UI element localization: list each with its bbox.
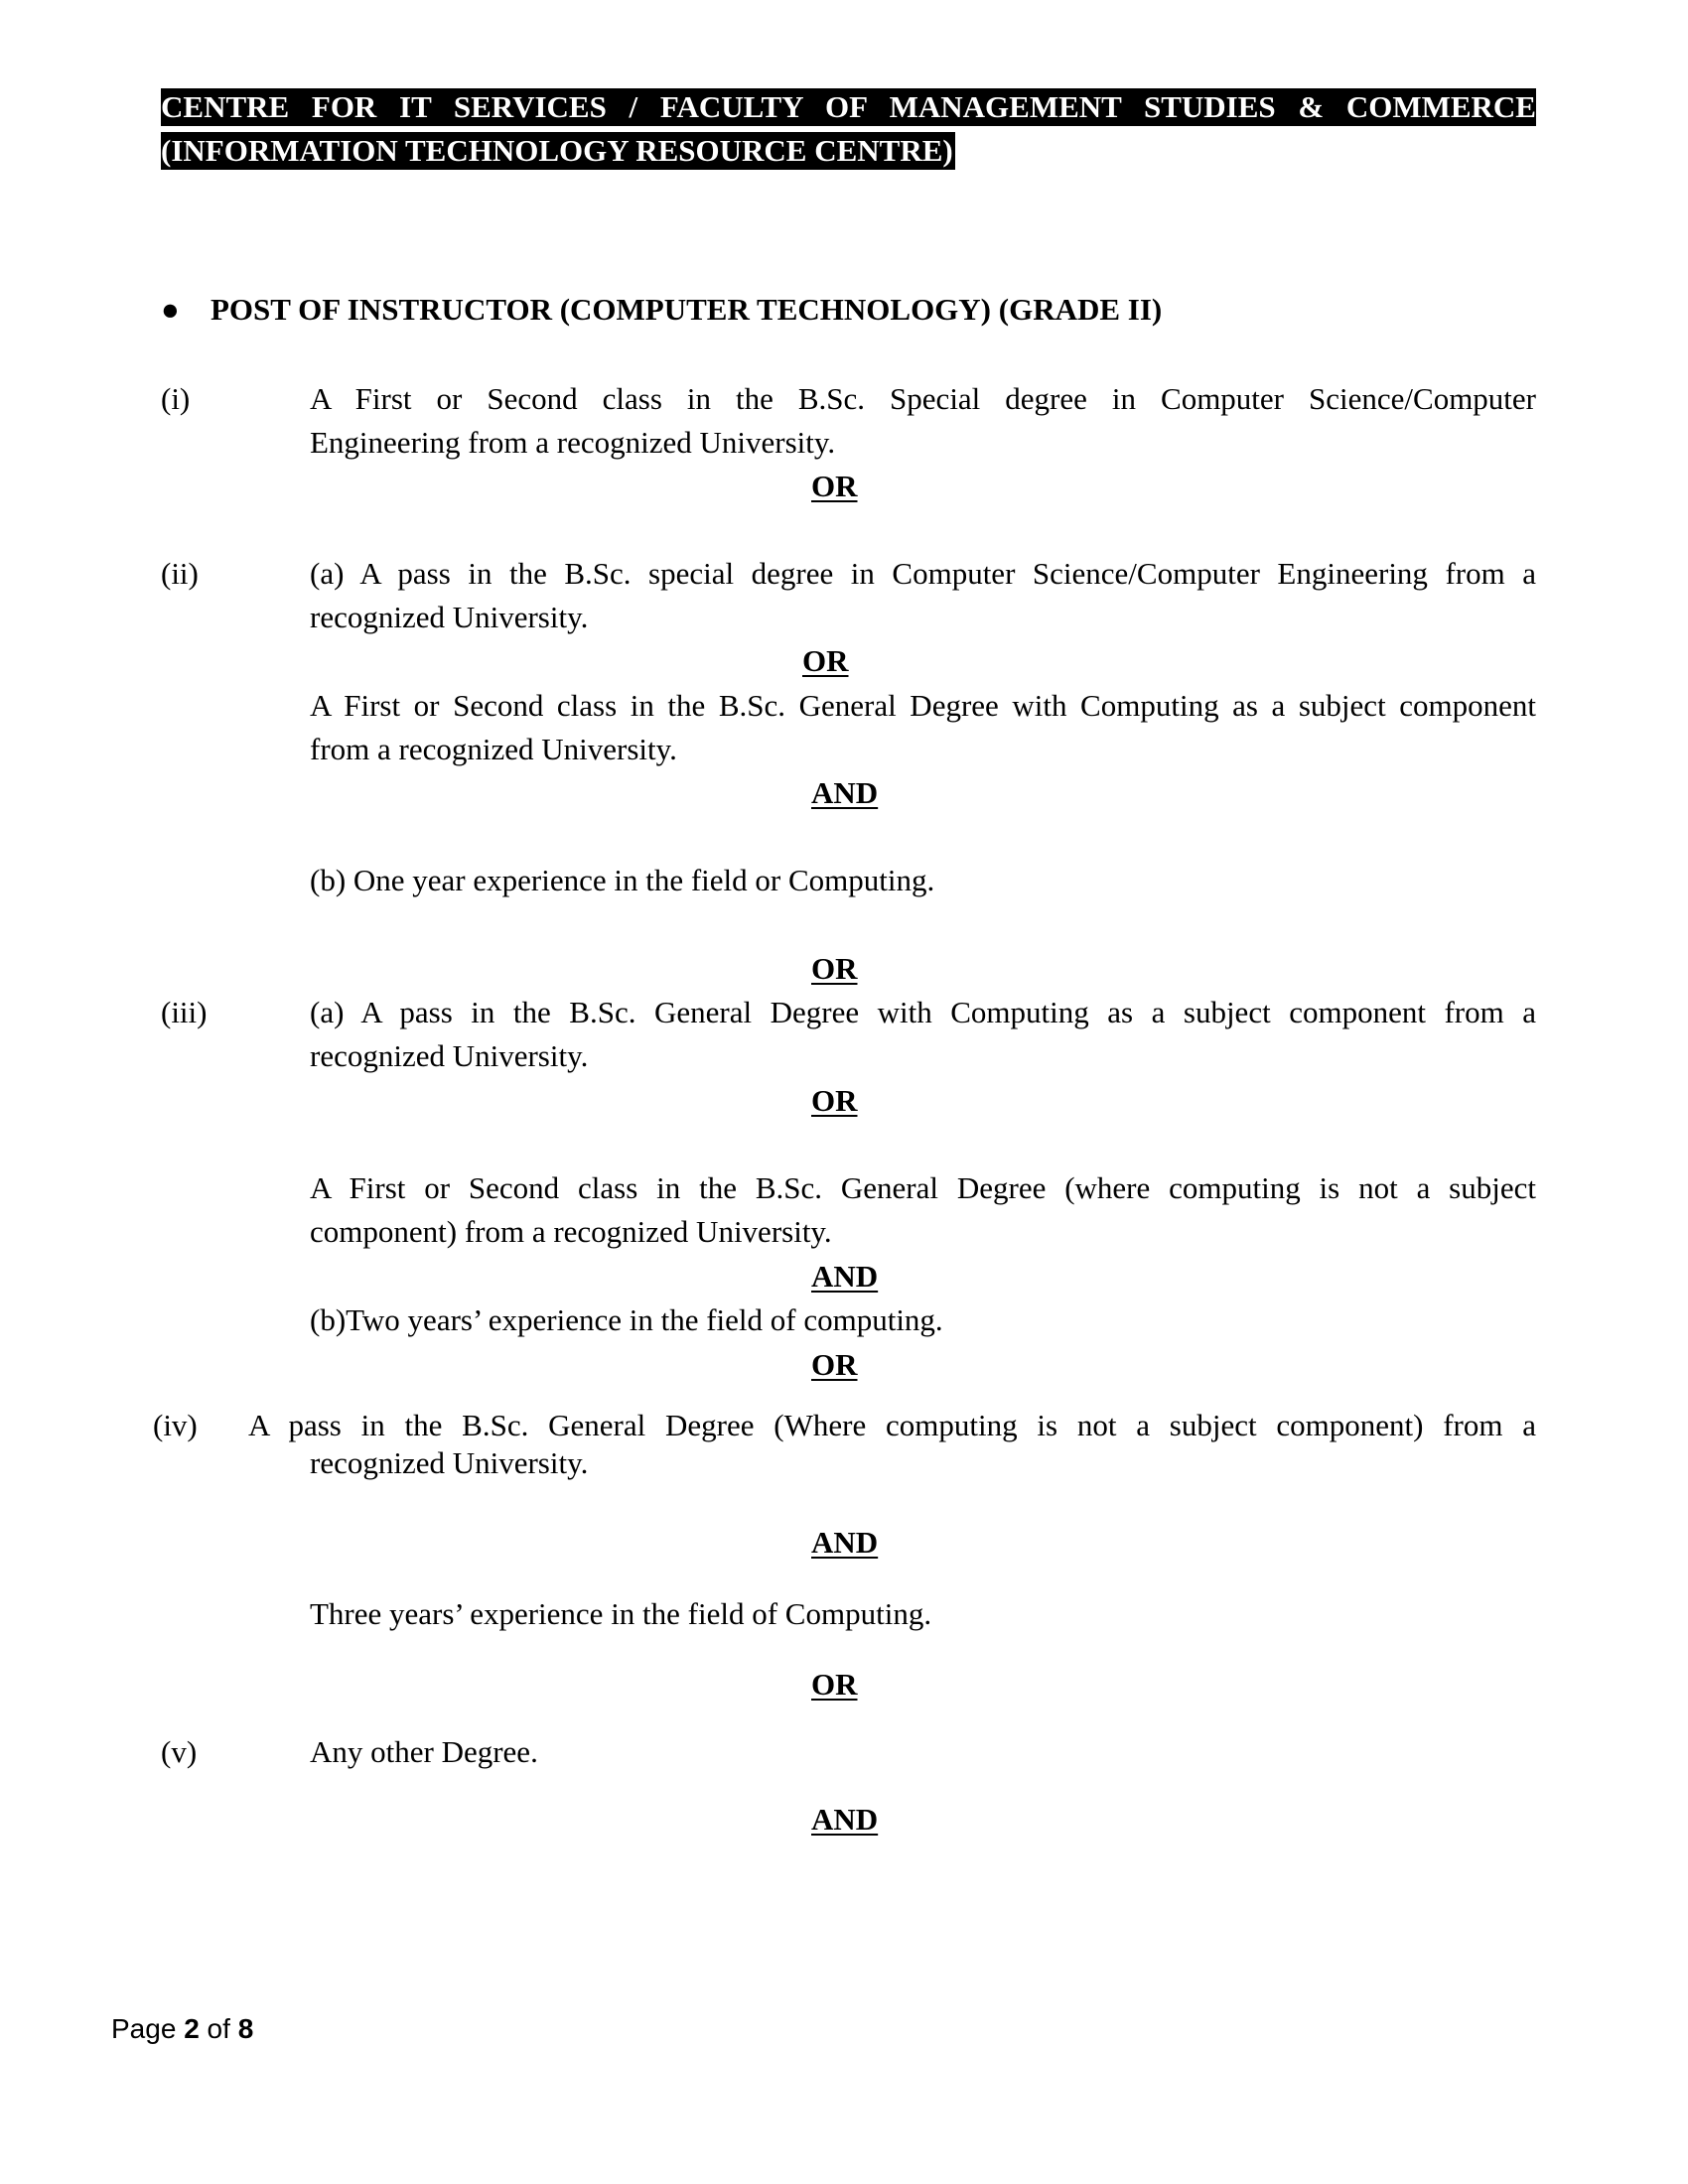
connector-or: OR — [811, 1083, 858, 1118]
item-text-iv-line-1 — [248, 1406, 1536, 1445]
item-number-ii: (ii) — [161, 556, 199, 591]
item-number-i: (i) — [161, 381, 191, 416]
item-text-iv-b: Three years’ experience in the field of Computing. — [310, 1596, 932, 1631]
item-ii-a-line-2: recognized University. — [310, 600, 589, 634]
item-number-iv: (iv) — [153, 1408, 198, 1442]
item-ii-alt-line-2: from a recognized University. — [310, 732, 677, 766]
item-ii-alt-line-1: A First or Second class in the B.Sc. General Degree with Computing as a subject component — [310, 688, 1536, 723]
connector-and: AND — [811, 1259, 879, 1294]
of-label: of — [207, 2013, 230, 2044]
page-number — [111, 2009, 253, 2049]
item-ii-a-line-1: (a) A pass in the B.Sc. special degree in Computer Science/Computer Engineering from a — [310, 556, 1536, 591]
item-number-iii: (iii) — [161, 995, 208, 1029]
page-label: Page — [111, 2013, 177, 2044]
connector-or: OR — [802, 643, 849, 678]
item-iii-alt-line-1: A First or Second class in the B.Sc. General Degree (where computing is not a subject — [310, 1170, 1536, 1205]
item-iv-line-1: A pass in the B.Sc. General Degree (Where computing is not a subject component) from a — [248, 1408, 1536, 1442]
page-total: 8 — [237, 2013, 254, 2044]
item-i-line-2: Engineering from a recognized University. — [310, 425, 836, 460]
item-i-line-1: A First or Second class in the B.Sc. Special degree in Computer Science/Computer — [310, 381, 1536, 416]
post-title: POST OF INSTRUCTOR (COMPUTER TECHNOLOGY) (GRADE II) — [211, 292, 1163, 327]
header-line-2: (INFORMATION TECHNOLOGY RESOURCE CENTRE) — [161, 133, 953, 168]
bullet-icon: ● — [161, 292, 180, 327]
item-text-v: Any other Degree. — [310, 1734, 538, 1769]
connector-and: AND — [811, 1525, 879, 1560]
header-line-1: CENTRE FOR IT SERVICES / FACULTY OF MANAGEMENT STUDIES & COMMERCE — [161, 89, 1536, 124]
connector-or: OR — [811, 1347, 858, 1382]
item-iii-a-line-2: recognized University. — [310, 1038, 589, 1073]
item-text-ii-b: (b) One year experience in the field or Computing. — [310, 863, 935, 897]
connector-and: AND — [811, 1802, 879, 1837]
item-iii-a-line-1: (a) A pass in the B.Sc. General Degree with Computing as a subject component from a — [310, 995, 1536, 1029]
item-iii-alt-line-2: component) from a recognized University. — [310, 1214, 832, 1249]
item-text-ii-a — [310, 552, 1536, 639]
item-text-i — [310, 377, 1536, 465]
connector-or: OR — [811, 1667, 858, 1702]
item-text-iii-b: (b)Two years’ experience in the field of computing. — [310, 1302, 943, 1337]
connector-and: AND — [811, 775, 879, 810]
post-heading — [161, 290, 1162, 330]
item-text-iii-a — [310, 991, 1536, 1078]
connector-or: OR — [811, 951, 858, 986]
item-text-iii-alt — [310, 1166, 1536, 1254]
item-text-ii-alt — [310, 684, 1536, 771]
page-current: 2 — [184, 2013, 200, 2044]
connector-or: OR — [811, 469, 858, 503]
item-text-iv-line-2: recognized University. — [310, 1445, 589, 1480]
item-number-v: (v) — [161, 1734, 198, 1769]
